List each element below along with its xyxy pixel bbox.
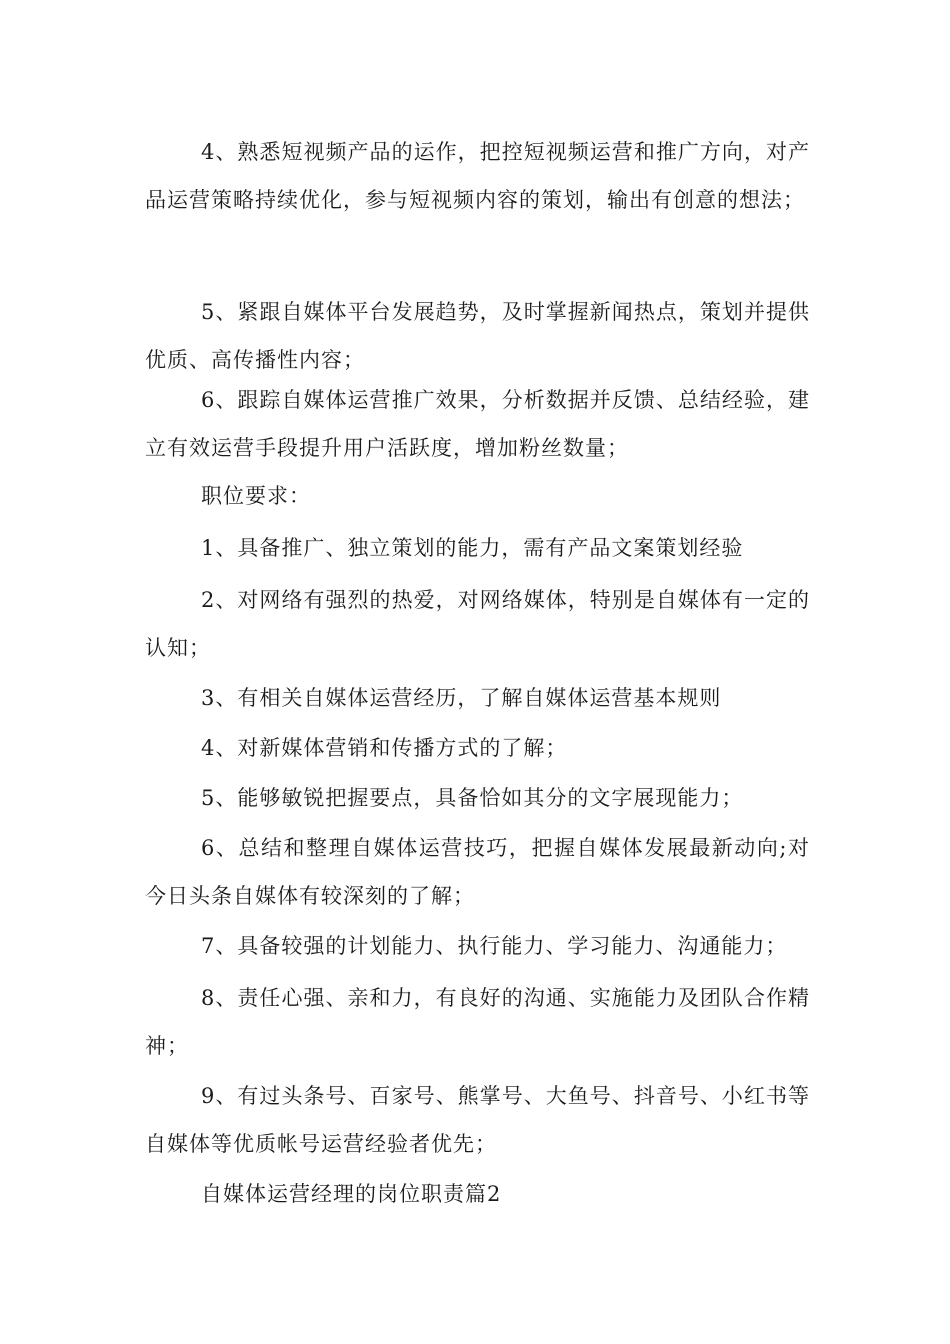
paragraph-requirement-4: 4、对新媒体营销和传播方式的了解； bbox=[201, 736, 568, 760]
section-heading-requirements: 职位要求： bbox=[201, 484, 311, 508]
paragraph-requirement-3: 3、有相关自媒体运营经历，了解自媒体运营基本规则 bbox=[201, 686, 722, 710]
paragraph-requirement-7: 7、具备较强的计划能力、执行能力、学习能力、沟通能力； bbox=[201, 934, 788, 958]
paragraph-requirement-5: 5、能够敏锐把握要点，具备恰如其分的文字展现能力； bbox=[201, 786, 744, 810]
paragraph-duty-5: 5、紧跟自媒体平台发展趋势，及时掌握新闻热点，策划并提供优质、高传播性内容； bbox=[145, 300, 810, 372]
paragraph-requirement-2: 2、对网络有强烈的热爱，对网络媒体，特别是自媒体有一定的认知； bbox=[145, 588, 810, 660]
paragraph-requirement-6: 6、总结和整理自媒体运营技巧，把握自媒体发展最新动向;对今日头条自媒体有较深刻的了解； bbox=[145, 836, 810, 908]
paragraph-requirement-8: 8、责任心强、亲和力，有良好的沟通、实施能力及团队合作精神； bbox=[145, 986, 810, 1058]
paragraph-requirement-9: 9、有过头条号、百家号、熊掌号、大鱼号、抖音号、小红书等自媒体等优质帐号运营经验者优先； bbox=[145, 1084, 810, 1156]
section-heading-part-2: 自媒体运营经理的岗位职责篇2 bbox=[201, 1182, 502, 1206]
paragraph-requirement-1: 1、具备推广、独立策划的能力，需有产品文案策划经验 bbox=[201, 536, 744, 560]
paragraph-duty-6: 6、跟踪自媒体运营推广效果，分析数据并反馈、总结经验，建立有效运营手段提升用户活跃度，增加粉丝数量； bbox=[145, 388, 810, 460]
paragraph-duty-4: 4、熟悉短视频产品的运作，把控短视频运营和推广方向，对产品运营策略持续优化，参与短视频内容的策划，输出有创意的想法； bbox=[145, 140, 810, 212]
